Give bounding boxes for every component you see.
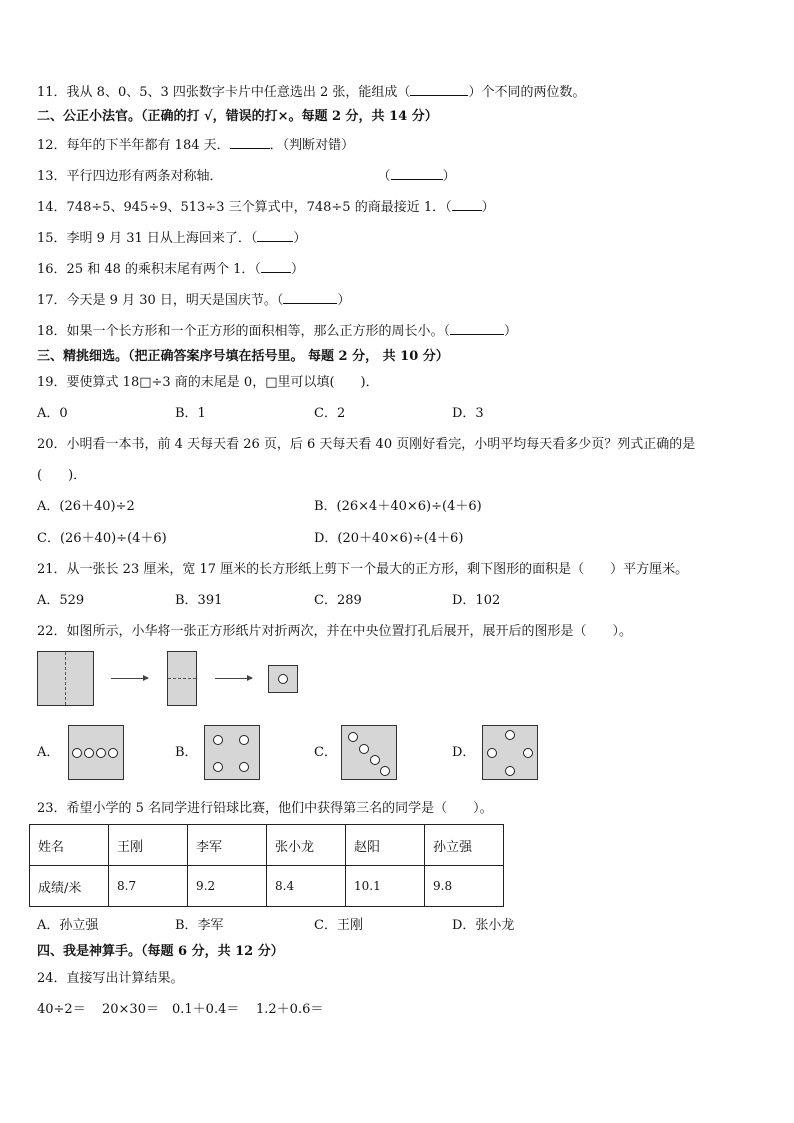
question-17-text: 17．今天是 9 月 30 日，明天是国庆节。（ [37,293,284,308]
hole-icon [72,748,82,758]
question-20-text: 20．小明看一本书，前 4 天每天看 26 页，后 6 天每天看 40 页刚好看完，小明平均每天看多少页？列式正确的是 [37,437,696,452]
hole-icon [239,762,249,772]
option-a[interactable]: A．(26＋40)÷2 [37,499,135,514]
table-cell: 赵阳 [346,825,425,866]
option-d[interactable]: D．3 [452,406,484,421]
option-c[interactable]: C．289 [314,593,362,608]
table-header-row [30,825,504,866]
question-22-text: 22．如图所示，小华将一张正方形纸片对折两次，并在中央位置打孔后展开，展开后的图形是（ ）。 [37,624,633,639]
option-a[interactable]: A． [37,745,60,760]
question-15: 15．李明 9 月 31 日从上海回来了．（ ） [37,231,307,246]
hole-icon [505,730,515,740]
table-row [30,866,504,907]
option-d-figure[interactable] [482,725,538,780]
option-c[interactable]: C． [314,745,337,760]
question-14-text: 14．748÷5、945÷9、513÷3 三个算式中，748÷5 的商最接近 1．（ [37,200,452,215]
table-cell: 李军 [188,825,267,866]
option-a[interactable]: A．0 [37,406,68,421]
table-cell: 8.7 [109,866,188,907]
question-12 [37,136,354,154]
full-paper-figure [37,651,94,706]
calc-expression: 1.2＋0.6＝ [256,1002,324,1017]
option-c[interactable]: C．(26＋40)÷(4＋6) [37,531,167,546]
hole-icon [523,748,533,758]
option-c[interactable]: C．2 [314,406,346,421]
answer-blank[interactable] [391,167,443,180]
arrow-icon [111,678,148,679]
table-cell: 8.4 [267,866,346,907]
section-3-title: 三、精挑细选。（把正确答案序号填在括号里。 每题 2 分， 共 10 分） [37,349,449,364]
answer-blank[interactable] [261,260,291,273]
question-21-text: 21．从一张长 23 厘米，宽 17 厘米的长方形纸上剪下一个最大的正方形，剩下图形的面积是（ ）平方厘米。 [37,562,689,577]
option-b[interactable]: B．李军 [175,918,224,933]
question-16: 16．25 和 48 的乘积末尾有两个 1．（ ） [37,262,304,277]
option-a[interactable]: A．孙立强 [37,918,99,933]
calc-expression: 40÷2＝ [37,1002,86,1017]
option-d[interactable]: D．102 [452,593,501,608]
question-20-cont: ( )． [37,468,87,483]
question-19-text: 19．要使算式 18□÷3 商的末尾是 0，□里可以填( )． [37,375,379,390]
question-12-text: 12．每年的下半年都有 184 天． [37,138,230,153]
answer-blank[interactable] [283,291,337,304]
hole-icon [348,732,358,742]
table-cell: 王刚 [109,825,188,866]
answer-blank[interactable] [452,198,482,211]
answer-blank[interactable] [230,136,270,149]
table-cell: 10.1 [346,866,425,907]
question-11-after: ）个不同的两位数。 [468,85,586,100]
question-18-text: 18．如果一个长方形和一个正方形的面积相等，那么正方形的周长小。（ [37,324,451,339]
table-cell: 9.2 [188,866,267,907]
option-d[interactable]: D． [452,745,476,760]
question-12-after: ．（判断对错） [269,138,355,153]
question-13: 13．平行四边形有两条对称轴． （ ） [37,169,456,184]
hole-icon [239,735,249,745]
hole-icon [213,735,223,745]
calc-expression: 0.1＋0.4＝ [172,1002,240,1017]
hole-icon [359,744,369,754]
table-cell: 成绩/米 [30,866,109,907]
question-14: 14．748÷5、945÷9、513÷3 三个算式中，748÷5 的商最接近 1．（ ） [37,200,495,215]
answer-blank[interactable] [410,83,468,96]
option-c[interactable]: C．王刚 [314,918,363,933]
question-15-text: 15．李明 9 月 31 日从上海回来了．（ [37,231,258,246]
hole-icon [370,755,380,765]
table-cell: 张小龙 [267,825,346,866]
question-17: 17．今天是 9 月 30 日，明天是国庆节。（ ） [37,293,351,308]
fold-line [65,652,66,705]
question-18: 18．如果一个长方形和一个正方形的面积相等，那么正方形的周长小。（ ） [37,324,518,339]
table-cell: 孙立强 [425,825,504,866]
question-16-text: 16．25 和 48 的乘积末尾有两个 1．（ [37,262,261,277]
hole-icon [213,762,223,772]
section-4-title: 四、我是神算手。（每题 6 分，共 12 分） [37,944,284,959]
answer-blank[interactable] [257,229,293,242]
quarter-folded-figure [268,665,298,693]
table-cell: 姓名 [30,825,109,866]
hole-icon [84,748,94,758]
calc-expression: 20×30＝ [102,1002,159,1017]
option-b[interactable]: B．391 [175,593,223,608]
score-table [29,824,504,907]
table-cell: 9.8 [425,866,504,907]
hole-icon [96,748,106,758]
question-13-text: 13．平行四边形有两条对称轴． [37,169,223,184]
option-b[interactable]: B．(26×4＋40×6)÷(4＋6) [314,499,482,514]
answer-blank[interactable] [450,322,504,335]
hole-icon [505,766,515,776]
fold-line [168,678,196,679]
question-24-text: 24．直接写出计算结果。 [37,971,184,986]
question-11 [37,83,585,101]
question-23-text: 23．希望小学的 5 名同学进行铅球比赛，他们中获得第三名的同学是（ ）。 [37,801,493,816]
option-d[interactable]: D．(20＋40×6)÷(4＋6) [314,531,464,546]
section-2-title: 二、公正小法官。（正确的打 √，错误的打×。每题 2 分，共 14 分） [37,109,438,124]
option-b[interactable]: B． [175,745,198,760]
hole-icon [487,748,497,758]
hole-icon [278,674,288,684]
half-folded-figure [167,651,197,706]
option-d[interactable]: D．张小龙 [452,918,515,933]
hole-icon [108,748,118,758]
arrow-icon [215,678,252,679]
option-c-figure[interactable] [341,725,397,780]
question-11-text: 11．我从 8、0、5、3 四张数字卡片中任意选出 2 张，能组成（ [37,85,411,100]
option-b-figure[interactable] [204,725,260,780]
option-a-figure[interactable] [68,725,124,780]
option-a[interactable]: A．529 [37,593,85,608]
option-b[interactable]: B．1 [175,406,206,421]
hole-icon [380,766,390,776]
